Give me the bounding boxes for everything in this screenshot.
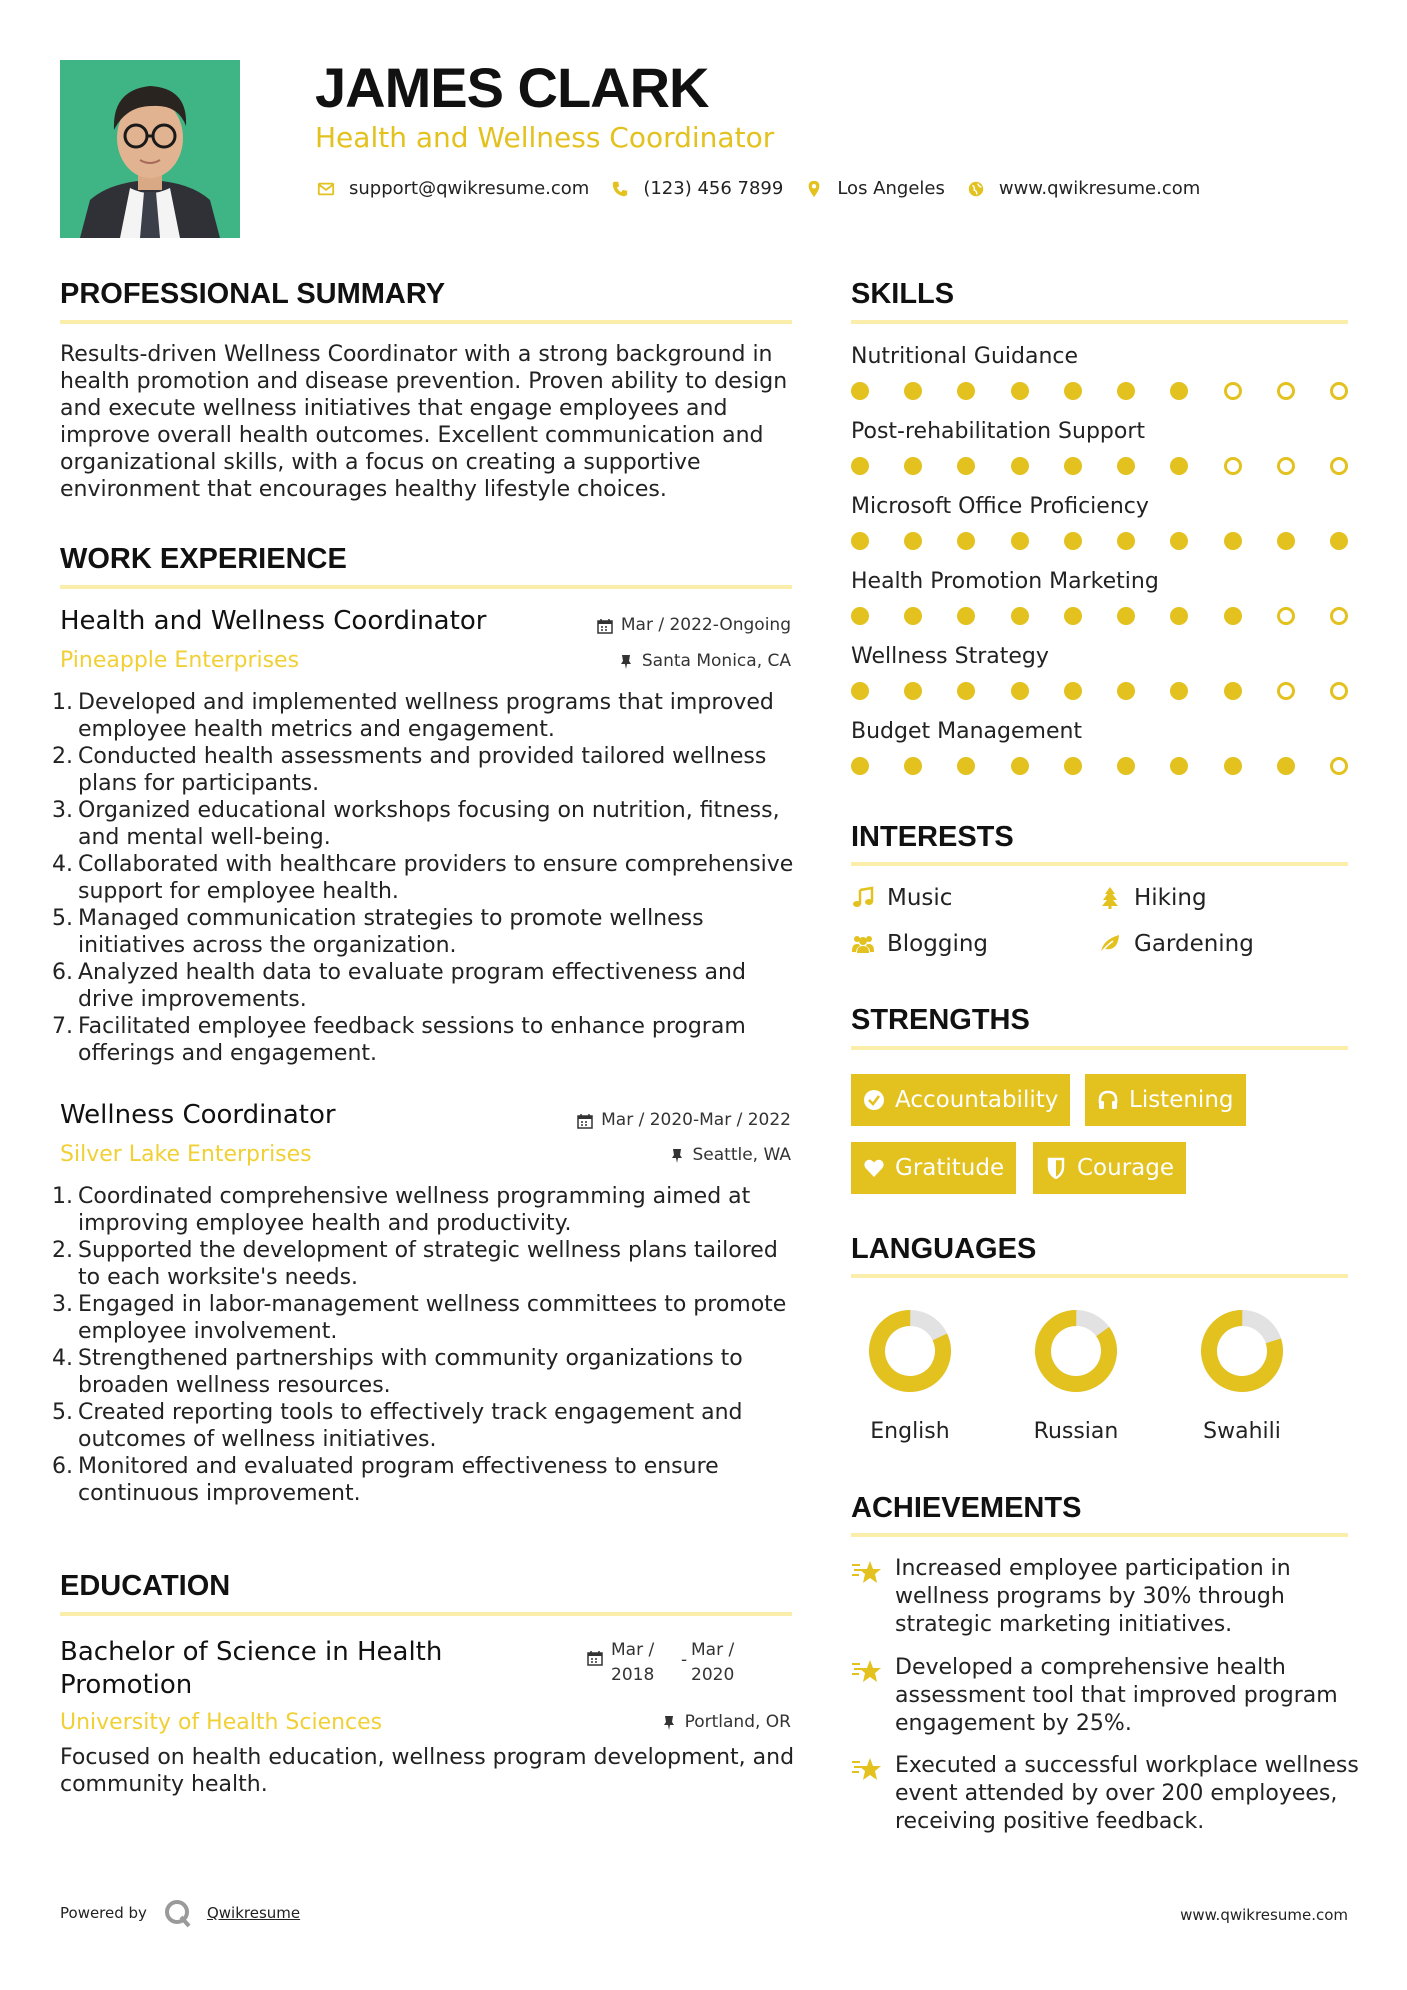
skill-dot-filled: [1064, 607, 1082, 625]
strengths-heading: STRENGTHS: [851, 1004, 1030, 1036]
list-item-number: 4.: [52, 1346, 73, 1371]
list-item-text: Engaged in labor-management wellness committees to promote employee involvement.: [78, 1292, 787, 1344]
list-item-text: Supported the development of strategic wellness plans tailored to each worksite's needs.: [78, 1238, 778, 1290]
skill-dot-filled: [904, 607, 922, 625]
list-item: [52, 905, 797, 959]
skill-name: Microsoft Office Proficiency: [851, 494, 1149, 519]
skill-dot-filled: [1011, 682, 1029, 700]
job-2-title: Wellness Coordinator: [60, 1100, 336, 1130]
language-item: [1172, 1307, 1312, 1444]
skills-heading: SKILLS: [851, 278, 955, 310]
skill-dot-filled: [851, 382, 869, 400]
list-item-number: 7.: [52, 1014, 73, 1039]
skill-dot-filled: [851, 532, 869, 550]
skill-dot-empty: [1224, 457, 1242, 475]
education-heading: EDUCATION: [60, 1570, 231, 1602]
skill-dot-empty: [1330, 682, 1348, 700]
skill-rating: [851, 681, 1348, 701]
interest-label: Gardening: [1134, 930, 1254, 957]
skill-dot-filled: [1224, 682, 1242, 700]
summary-rule: [60, 320, 792, 324]
list-item-text: Collaborated with healthcare providers to ensure comprehensive support for employee health.: [78, 852, 794, 904]
skill-dot-filled: [1170, 607, 1188, 625]
contact-website-text: www.qwikresume.com: [998, 178, 1201, 199]
list-item: [52, 1453, 797, 1507]
language-name: Russian: [1033, 1419, 1119, 1444]
strength-label: Accountability: [895, 1087, 1059, 1113]
list-item: [52, 851, 797, 905]
contact-phone[interactable]: [609, 178, 783, 199]
list-item: [52, 689, 797, 743]
powered-by-label: Powered by: [60, 1904, 147, 1922]
skill-dot-filled: [957, 457, 975, 475]
calendar-icon: [577, 1113, 593, 1129]
achievements-rule: [851, 1533, 1348, 1537]
skill-dot-filled: [957, 682, 975, 700]
list-item-text: Developed and implemented wellness programs that improved employee health metrics and engagement.: [78, 690, 774, 742]
language-name: Swahili: [1203, 1419, 1281, 1444]
job-1-dates: [597, 617, 791, 634]
headphones-icon: [1097, 1089, 1119, 1111]
skill-name: Budget Management: [851, 719, 1083, 744]
job-1-title: Health and Wellness Coordinator: [60, 606, 487, 636]
education-start-month: Mar /: [611, 1640, 655, 1660]
skill-dot-empty: [1277, 607, 1295, 625]
skill-rating: [851, 756, 1348, 776]
skill-dot-filled: [904, 457, 922, 475]
job-1-company: Pineapple Enterprises: [60, 648, 300, 673]
language-ring-fill: [1032, 1307, 1120, 1395]
education-end: [691, 1638, 734, 1688]
interest-label: Hiking: [1134, 884, 1207, 911]
skill-dot-filled: [1170, 532, 1188, 550]
education-rule: [60, 1612, 792, 1616]
leaf-icon: [1098, 932, 1122, 956]
skill-dot-filled: [1117, 532, 1135, 550]
education-location-text: Portland, OR: [684, 1712, 791, 1732]
language-ring-fill: [866, 1307, 954, 1395]
list-item-number: 2.: [52, 744, 73, 769]
contact-bar: [315, 178, 1220, 199]
interests-heading: INTERESTS: [851, 821, 1014, 853]
skill-dot-empty: [1330, 457, 1348, 475]
skill-dot-filled: [904, 532, 922, 550]
skill-dot-filled: [1011, 457, 1029, 475]
education-start-year: 2018: [611, 1665, 655, 1685]
skill-dot-filled: [851, 682, 869, 700]
skill-dot-empty: [1277, 682, 1295, 700]
education-end-year: 2020: [691, 1665, 735, 1685]
job-1-dates-text: Mar / 2022-Ongoing: [620, 615, 791, 635]
language-item: [1006, 1307, 1146, 1444]
strength-badge: [851, 1074, 1070, 1126]
skill-name: Wellness Strategy: [851, 644, 1049, 669]
list-item-text: Analyzed health data to evaluate program effectiveness and drive improvements.: [78, 960, 746, 1012]
pushpin-icon: [669, 1148, 685, 1164]
skill-dot-filled: [851, 757, 869, 775]
skill-dot-filled: [1277, 532, 1295, 550]
contact-phone-text: (123) 456 7899: [643, 178, 784, 199]
language-ring: [866, 1307, 954, 1395]
list-item-text: Created reporting tools to effectively track engagement and outcomes of wellness initiatives.: [78, 1400, 743, 1452]
star-icon: [851, 1658, 883, 1686]
summary-text: Results-driven Wellness Coordinator with a strong background in health promotion and disease prevention. Proven ability to design and execute wellness initiatives that engage employees and improve overall health outcomes. Excellent communication and organizational skills, with a focus on creating a supportive environment that encourages healthy lifestyle choices.: [60, 342, 788, 502]
education-dates: [587, 1638, 734, 1688]
pushpin-icon: [618, 654, 634, 670]
education-start: [611, 1638, 681, 1688]
list-item: [52, 1183, 797, 1237]
strength-badge: [851, 1142, 1016, 1194]
list-item: [52, 1013, 797, 1067]
list-item-text: Organized educational workshops focusing on nutrition, fitness, and mental well-being.: [78, 798, 780, 850]
education-description: Focused on health education, wellness program development, and community health.: [60, 1745, 795, 1797]
job-2-dates: [577, 1112, 791, 1129]
achievement-text: Developed a comprehensive health assessment tool that improved program engagement by 25%.: [895, 1655, 1338, 1736]
list-item-number: 3.: [52, 798, 73, 823]
heart-icon: [863, 1157, 885, 1179]
interests-rule: [851, 862, 1348, 866]
achievement-item: [851, 1555, 1361, 1639]
skill-dot-empty: [1330, 382, 1348, 400]
education-date-separator: -: [681, 1650, 688, 1670]
skill-dot-filled: [1064, 457, 1082, 475]
interest-music: [851, 886, 952, 910]
strengths-rule: [851, 1046, 1348, 1050]
interest-label: Blogging: [887, 930, 989, 957]
degree-title-line-1: Bachelor of Science in Health: [60, 1637, 443, 1667]
skill-dot-filled: [1011, 607, 1029, 625]
footer-site-link[interactable]: www.qwikresume.com: [1180, 1906, 1348, 1924]
skill-dot-filled: [904, 382, 922, 400]
job-1-bullets: [52, 689, 797, 1067]
skill-dot-filled: [957, 607, 975, 625]
list-item-number: 5.: [52, 906, 73, 931]
language-item: [840, 1307, 980, 1444]
check-circle-icon: [863, 1089, 885, 1111]
skill-dot-filled: [1170, 382, 1188, 400]
skill-dot-empty: [1330, 757, 1348, 775]
skill-dot-filled: [1117, 607, 1135, 625]
achievement-item: [851, 1654, 1361, 1738]
job-2-dates-text: Mar / 2020-Mar / 2022: [601, 1110, 791, 1130]
achievement-text: Executed a successful workplace wellness event attended by over 200 employees, receiving positive feedback.: [895, 1753, 1359, 1834]
summary-heading: PROFESSIONAL SUMMARY: [60, 278, 446, 310]
calendar-icon: [587, 1650, 603, 1666]
contact-email-text: support@qwikresume.com: [349, 178, 590, 199]
experience-rule: [60, 585, 792, 589]
degree-title: [60, 1636, 442, 1702]
skill-dot-filled: [851, 607, 869, 625]
star-icon: [851, 1756, 883, 1784]
skill-dot-filled: [1170, 457, 1188, 475]
list-item-text: Managed communication strategies to promote wellness initiatives across the organization.: [78, 906, 704, 958]
interest-hiking: [1098, 886, 1207, 910]
list-item-number: 4.: [52, 852, 73, 877]
skills-rule: [851, 320, 1348, 324]
language-ring: [1032, 1307, 1120, 1395]
interest-label: Music: [887, 884, 953, 911]
strength-badge: [1085, 1074, 1246, 1126]
skill-dot-filled: [1224, 607, 1242, 625]
achievement-item: [851, 1752, 1361, 1836]
language-ring-fill: [1200, 1309, 1283, 1392]
footer-powered-by: [60, 1898, 300, 1928]
list-item: [52, 743, 797, 797]
skill-dot-filled: [957, 757, 975, 775]
skill-dot-filled: [1330, 532, 1348, 550]
list-item-number: 5.: [52, 1400, 73, 1425]
phone-icon: [609, 179, 631, 199]
skill-dot-filled: [1170, 757, 1188, 775]
interest-blogging: [851, 932, 988, 956]
skill-dot-filled: [904, 682, 922, 700]
music-icon: [851, 886, 875, 910]
skill-dot-filled: [1011, 757, 1029, 775]
skill-dot-filled: [957, 382, 975, 400]
list-item-text: Strengthened partnerships with community organizations to broaden wellness resources.: [78, 1346, 743, 1398]
interest-gardening: [1098, 932, 1254, 956]
list-item-text: Conducted health assessments and provided tailored wellness plans for participants.: [78, 744, 767, 796]
map-pin-icon: [803, 179, 825, 199]
skill-dot-filled: [957, 532, 975, 550]
envelope-icon: [315, 179, 337, 199]
skill-rating: [851, 381, 1348, 401]
education-school: University of Health Sciences: [60, 1710, 383, 1735]
skill-dot-filled: [1224, 532, 1242, 550]
list-item: [52, 959, 797, 1013]
skill-dot-filled: [1064, 682, 1082, 700]
calendar-icon: [597, 618, 613, 634]
list-item-text: Monitored and evaluated program effectiveness to ensure continuous improvement.: [78, 1454, 719, 1506]
list-item: [52, 797, 797, 851]
profile-photo: [60, 60, 240, 238]
skill-dot-filled: [1170, 682, 1188, 700]
skill-dot-filled: [904, 757, 922, 775]
list-item-number: 6.: [52, 1454, 73, 1479]
skill-dot-empty: [1277, 457, 1295, 475]
contact-location-text: Los Angeles: [837, 178, 945, 199]
skill-dot-filled: [1277, 757, 1295, 775]
skill-rating: [851, 606, 1348, 626]
skill-dot-filled: [1117, 757, 1135, 775]
profile-photo-image: [60, 60, 240, 238]
users-icon: [851, 932, 875, 956]
list-item-number: 3.: [52, 1292, 73, 1317]
language-name: English: [870, 1419, 950, 1444]
skill-dot-empty: [1277, 382, 1295, 400]
footer-brand-link[interactable]: Qwikresume: [206, 1904, 301, 1922]
candidate-title: Health and Wellness Coordinator: [315, 121, 775, 154]
skill-dot-filled: [1117, 682, 1135, 700]
list-item: [52, 1237, 797, 1291]
job-2-bullets: [52, 1183, 797, 1507]
contact-website[interactable]: [965, 178, 1200, 199]
skill-dot-empty: [1224, 382, 1242, 400]
job-1-location-text: Santa Monica, CA: [641, 651, 791, 671]
strength-label: Gratitude: [895, 1155, 1005, 1181]
skill-dot-filled: [1011, 532, 1029, 550]
skill-rating: [851, 531, 1348, 551]
list-item-number: 1.: [52, 690, 73, 715]
contact-email[interactable]: [315, 178, 589, 199]
skill-name: Nutritional Guidance: [851, 344, 1079, 369]
education-location: [661, 1714, 791, 1731]
list-item: [52, 1345, 797, 1399]
job-2-location: [669, 1147, 792, 1164]
job-1-location: [618, 653, 791, 670]
list-item-number: 6.: [52, 960, 73, 985]
skill-dot-filled: [1064, 757, 1082, 775]
skill-dot-filled: [1064, 382, 1082, 400]
pushpin-icon: [661, 1715, 677, 1731]
languages-heading: LANGUAGES: [851, 1233, 1037, 1265]
skill-name: Post-rehabilitation Support: [851, 419, 1146, 444]
tree-icon: [1098, 886, 1122, 910]
list-item-text: Facilitated employee feedback sessions to enhance program offerings and engagement.: [78, 1014, 746, 1066]
language-ring: [1198, 1307, 1286, 1395]
job-2-location-text: Seattle, WA: [692, 1145, 791, 1165]
skill-name: Health Promotion Marketing: [851, 569, 1159, 594]
skill-dot-filled: [1011, 382, 1029, 400]
skill-rating: [851, 456, 1348, 476]
list-item: [52, 1399, 797, 1453]
skill-dot-filled: [1064, 532, 1082, 550]
job-2-company: Silver Lake Enterprises: [60, 1142, 312, 1167]
skill-dot-filled: [851, 457, 869, 475]
skill-dot-filled: [1117, 457, 1135, 475]
qwikresume-logo-icon: [163, 1898, 193, 1928]
list-item-number: 2.: [52, 1238, 73, 1263]
contact-location: [803, 178, 945, 199]
strength-badge: [1033, 1142, 1186, 1194]
achievement-text: Increased employee participation in wellness programs by 30% through strategic marketing initiatives.: [895, 1556, 1291, 1637]
globe-icon: [965, 179, 987, 199]
candidate-name: JAMES CLARK: [315, 56, 709, 119]
achievements-heading: ACHIEVEMENTS: [851, 1492, 1082, 1524]
skill-dot-empty: [1330, 607, 1348, 625]
list-item-text: Coordinated comprehensive wellness programming aimed at improving employee health and productivity.: [78, 1184, 751, 1236]
strength-label: Listening: [1129, 1087, 1234, 1113]
experience-heading: WORK EXPERIENCE: [60, 543, 347, 575]
education-end-month: Mar /: [691, 1640, 735, 1660]
degree-title-line-2: Promotion: [60, 1670, 193, 1700]
skill-dot-filled: [1117, 382, 1135, 400]
star-icon: [851, 1559, 883, 1587]
shield-icon: [1045, 1157, 1067, 1179]
strength-label: Courage: [1077, 1155, 1175, 1181]
skill-dot-filled: [1224, 757, 1242, 775]
list-item: [52, 1291, 797, 1345]
languages-rule: [851, 1274, 1348, 1278]
list-item-number: 1.: [52, 1184, 73, 1209]
